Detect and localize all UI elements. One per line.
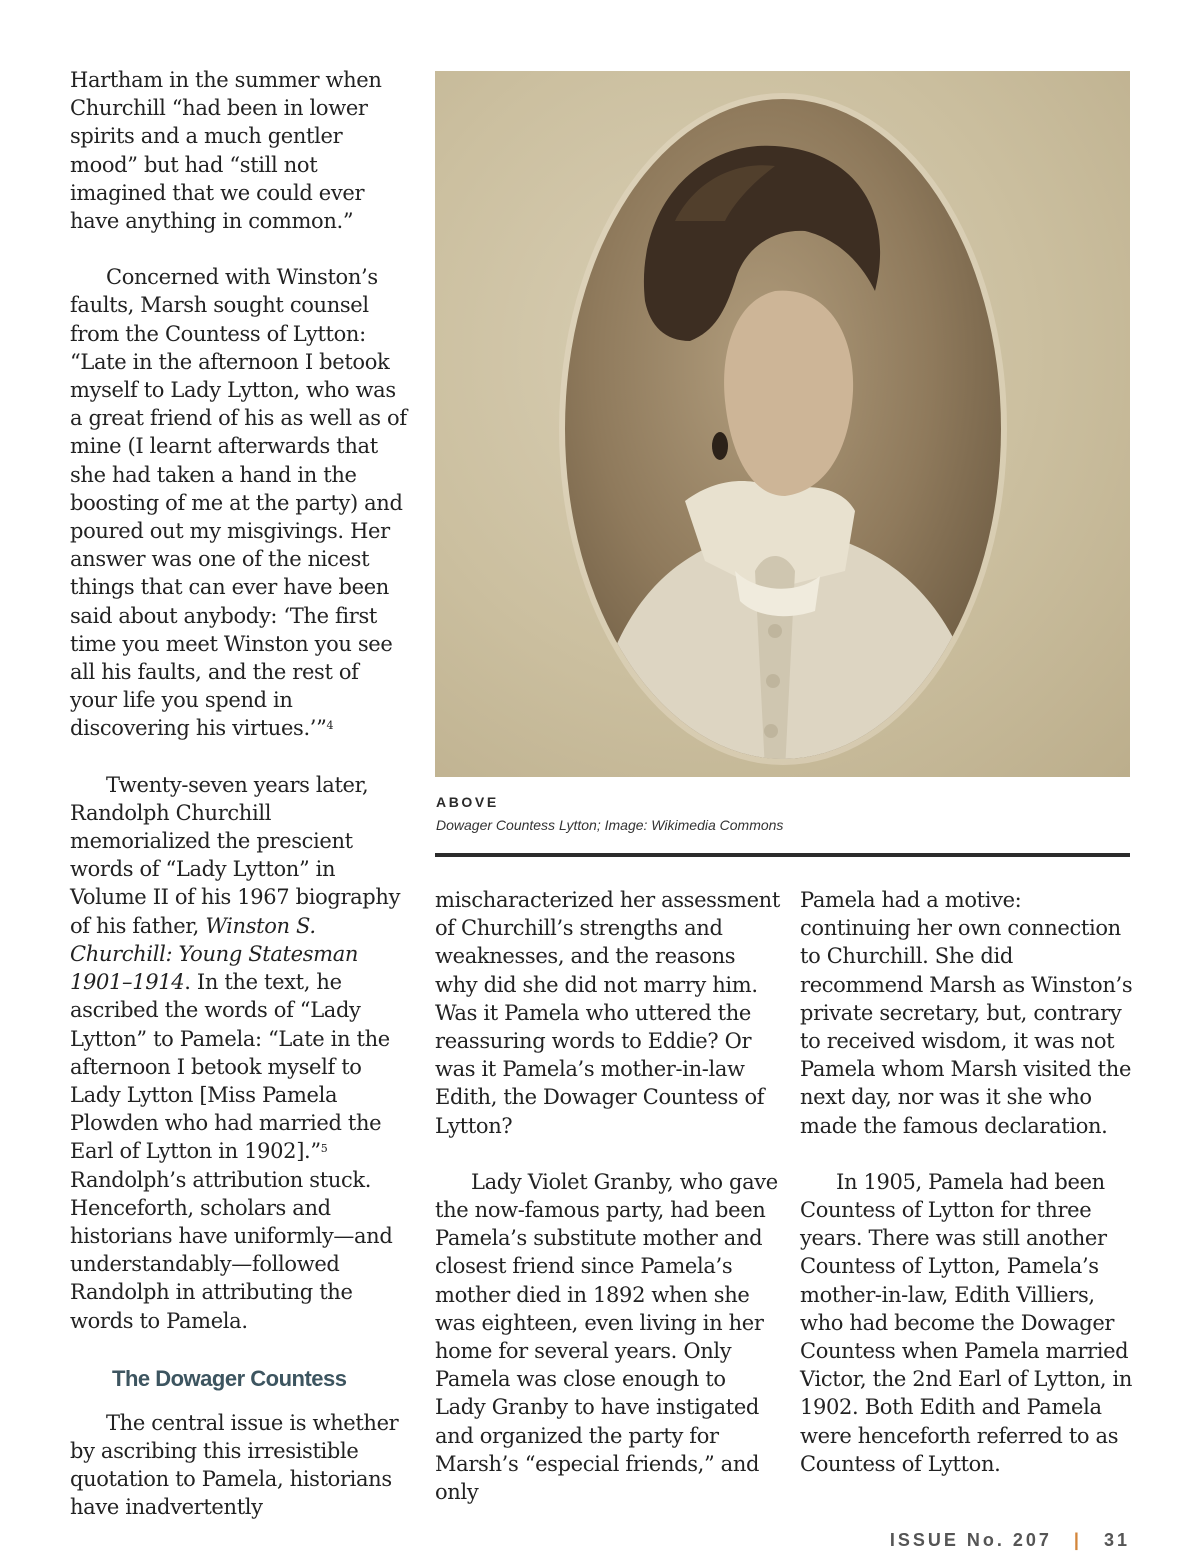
article-column-2: [435, 886, 780, 1506]
footer-separator: |: [1073, 1530, 1082, 1550]
section-heading: The Dowager Countess: [112, 1365, 347, 1391]
book-title: Winston S. Churchill: Young Statesman 1901–1914: [70, 913, 359, 995]
article-column-1: [70, 66, 410, 1522]
paragraph-text: Randolph’s attribution stuck. Henceforth, scholars and historians have uniformly—and understandably—followed Randolph in attributing the words to Pamela.: [70, 1167, 393, 1333]
paragraph: [70, 263, 410, 742]
divider: [435, 853, 1130, 857]
page-footer: [890, 1530, 1130, 1551]
paragraph: In 1905, Pamela had been Countess of Lytton for three years. There was still another Countess of Lytton, Pamela’s mother-in-law, Edith Villiers, who had become the Dowager Countess when Pamela married Victor, the 2nd Earl of Lytton, in 1902. Both Edith and Pamela were henceforth referred to as Countess of Lytton.: [800, 1169, 1133, 1476]
paragraph: Pamela had a motive: continuing her own connection to Churchill. She did recommend Marsh as Winston’s private secretary, but, contrary to received wisdom, it was not Pamela whom Marsh visited the next day, nor was it she who made the famous declaration.: [800, 888, 1133, 1138]
paragraph-text: . In the text, he ascribed the words of “Lady Lytton” to Pamela: “Late in the afternoon I betook myself to Lady Lytton [Miss Pamela Plowden who had married the Earl of Lytton in 1902].”: [70, 970, 390, 1164]
paragraph: Hartham in the summer when Churchill “had been in lower spirits and a much gentler mood” but had “still not imagined that we could ever have anything in common.”: [70, 68, 382, 234]
portrait-photo: [435, 71, 1130, 777]
caption-label: ABOVE: [436, 794, 499, 810]
issue-number: ISSUE No. 207: [889, 1530, 1052, 1550]
paragraph-text: Twenty-seven years later, Randolph Churchill memorialized the prescient words of “Lady Lytton” in Volume II of his 1967 biography of his father,: [70, 772, 401, 938]
page-number: 31: [1103, 1530, 1130, 1550]
paragraph: Lady Violet Granby, who gave the now-famous party, had been Pamela’s substitute mother and closest friend since Pamela’s mother died in 1892 when she was eighteen, even living in her home for several years. Only Pamela was close enough to Lady Granby to have instigated and organized the party for Marsh’s “especial friends,” and only: [435, 1169, 778, 1505]
paragraph: [70, 771, 410, 1335]
caption-text: Dowager Countess Lytton; Image: Wikimedia Commons: [436, 817, 784, 833]
portrait-illustration: [435, 71, 1130, 777]
footnote-marker[interactable]: 4: [326, 719, 334, 733]
footnote-marker[interactable]: 5: [320, 1142, 328, 1156]
paragraph-text: Concerned with Winston’s faults, Marsh sought counsel from the Countess of Lytton: “Late in the afternoon I betook myself to Lady Lytton, who was a great friend of his as well as of mine (I learnt afterwards that she had taken a hand in the boosting of me at the party) and poured out my misgivings. Her answer was one of the nicest things that can ever have been said about anybody: ‘The first time you meet Winston you see all his faults, and the rest of your life you spend in discovering his virtues.’”: [70, 265, 407, 741]
article-column-3: [800, 886, 1135, 1478]
paragraph: mischaracterized her assessment of Churchill’s strengths and weaknesses, and the reasons why did she did not marry him. Was it Pamela who uttered the reassuring words to Eddie? Or was it Pamela’s mother-in-law Edith, the Dowager Countess of Lytton?: [435, 888, 780, 1138]
paragraph: The central issue is whether by ascribing this irresistible quotation to Pamela, historians have inadvertently: [70, 1410, 399, 1520]
